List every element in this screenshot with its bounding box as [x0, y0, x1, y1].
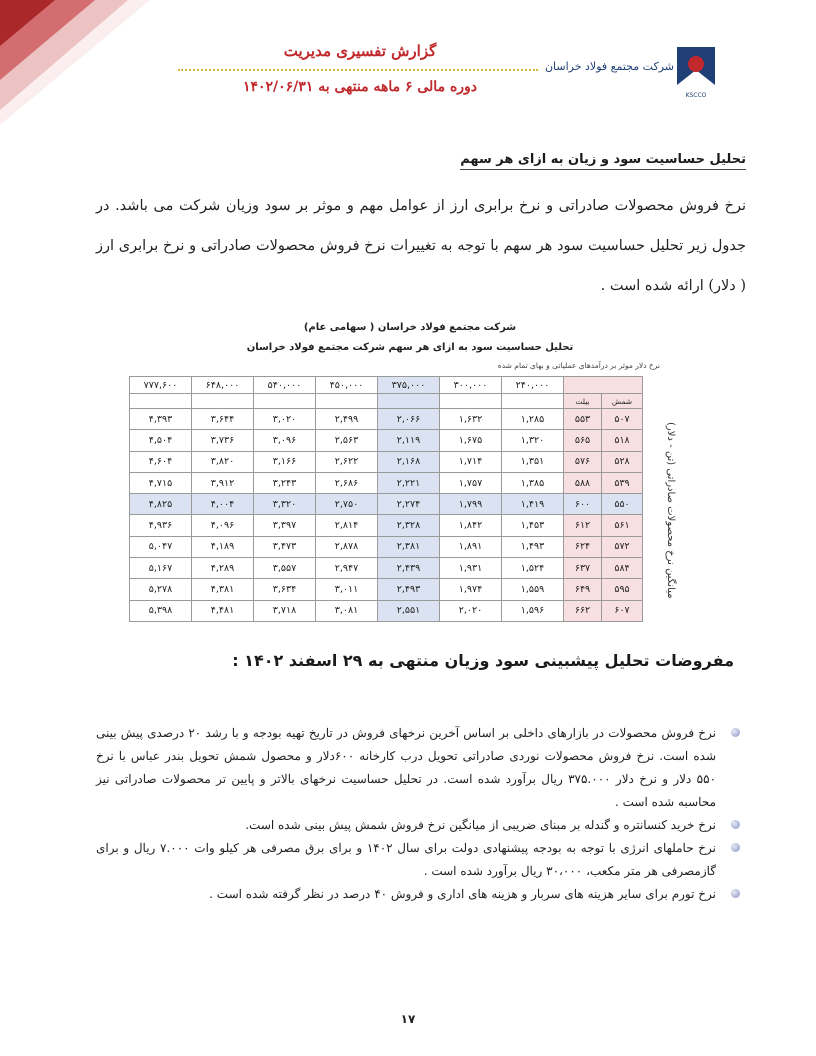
- corner-decoration: [0, 0, 150, 130]
- value-cell: ۲,۸۱۴: [316, 515, 378, 536]
- value-cell: ۱,۹۷۴: [440, 579, 502, 600]
- billet-price-cell: ۶۰۰: [564, 494, 602, 515]
- value-cell: ۱,۶۳۲: [440, 409, 502, 430]
- value-cell: ۲,۶۸۶: [316, 472, 378, 493]
- bullet-icon: [731, 843, 740, 852]
- shamsh-price-cell: ۵۰۷: [602, 409, 643, 430]
- shamsh-price-cell: ۵۷۲: [602, 536, 643, 557]
- value-cell: ۲,۴۹۹: [316, 409, 378, 430]
- value-cell: ۲,۰۶۶: [378, 409, 440, 430]
- billet-price-cell: ۵۶۵: [564, 430, 602, 451]
- column-header: ۶۴۸,۰۰۰: [192, 377, 254, 394]
- table-row: [130, 536, 643, 557]
- shamsh-price-cell: ۵۱۸: [602, 430, 643, 451]
- billet-price-cell: ۶۱۲: [564, 515, 602, 536]
- value-cell: ۴,۳۹۳: [130, 409, 192, 430]
- bullet-icon: [731, 820, 740, 829]
- value-cell: ۲,۵۵۱: [378, 600, 440, 621]
- table-row: [130, 430, 643, 451]
- value-cell: ۳,۷۳۶: [192, 430, 254, 451]
- value-cell: ۲,۹۴۷: [316, 558, 378, 579]
- value-cell: ۲,۴۳۹: [378, 558, 440, 579]
- value-cell: ۵,۰۴۷: [130, 536, 192, 557]
- shamsh-price-cell: ۵۲۸: [602, 451, 643, 472]
- value-cell: ۲,۲۲۱: [378, 472, 440, 493]
- value-cell: ۵,۲۷۸: [130, 579, 192, 600]
- value-cell: ۱,۷۵۷: [440, 472, 502, 493]
- value-cell: ۱,۷۱۴: [440, 451, 502, 472]
- value-cell: ۴,۰۰۴: [192, 494, 254, 515]
- column-header: ۷۷۷,۶۰۰: [130, 377, 192, 394]
- table-row: [130, 600, 643, 621]
- table-row: [130, 558, 643, 579]
- value-cell: ۱,۴۱۹: [502, 494, 564, 515]
- shamsh-price-cell: ۵۹۵: [602, 579, 643, 600]
- corner-cell: [564, 377, 643, 394]
- value-cell: ۲,۷۵۰: [316, 494, 378, 515]
- billet-price-cell: ۵۸۸: [564, 472, 602, 493]
- value-cell: ۱,۳۲۰: [502, 430, 564, 451]
- value-cell: ۴,۶۰۴: [130, 451, 192, 472]
- value-cell: ۳,۰۱۱: [316, 579, 378, 600]
- value-cell: ۴,۱۸۹: [192, 536, 254, 557]
- value-cell: ۱,۵۲۴: [502, 558, 564, 579]
- shamsh-price-cell: ۵۸۴: [602, 558, 643, 579]
- empty-cell: [254, 394, 316, 409]
- value-cell: ۳,۵۵۷: [254, 558, 316, 579]
- value-cell: ۳,۸۲۰: [192, 451, 254, 472]
- value-cell: ۱,۲۸۵: [502, 409, 564, 430]
- value-cell: ۱,۷۹۹: [440, 494, 502, 515]
- column-header: ۵۴۰,۰۰۰: [254, 377, 316, 394]
- billet-price-cell: ۶۴۹: [564, 579, 602, 600]
- value-cell: ۳,۳۲۰: [254, 494, 316, 515]
- intro-paragraph: نرخ فروش محصولات صادراتی و نرخ برابری ارز از عوامل مهم و موثر بر سود وزیان شرکت می باشد. در جدول زیر تحلیل حساسیت سود هر سهم با توجه به تغییرات نرخ فروش محصولات صادراتی و نرخ برابری ارز ( دلار) ارائه شده است .: [96, 198, 746, 294]
- billet-price-cell: ۶۶۲: [564, 600, 602, 621]
- report-title: گزارش تفسیری مدیریت: [283, 42, 437, 60]
- table-header-row: [130, 377, 643, 394]
- list-item: نرخ تورم برای سایر هزینه های سربار و هزینه های اداری و فروش ۴۰ درصد در نظر گرفته شده است .: [96, 883, 726, 906]
- shamsh-price-cell: ۵۳۹: [602, 472, 643, 493]
- value-cell: ۱,۸۹۱: [440, 536, 502, 557]
- table-subheader-row: [130, 394, 643, 409]
- value-cell: ۳,۷۱۸: [254, 600, 316, 621]
- value-cell: ۴,۲۸۹: [192, 558, 254, 579]
- value-cell: ۳,۱۶۶: [254, 451, 316, 472]
- value-cell: ۳,۹۱۲: [192, 472, 254, 493]
- value-cell: ۳,۴۷۳: [254, 536, 316, 557]
- table-row: [130, 494, 643, 515]
- column-header: ۴۵۰,۰۰۰: [316, 377, 378, 394]
- empty-cell: [378, 394, 440, 409]
- empty-cell: [130, 394, 192, 409]
- value-cell: ۳,۰۹۶: [254, 430, 316, 451]
- billet-price-cell: ۶۲۴: [564, 536, 602, 557]
- value-cell: ۱,۳۵۱: [502, 451, 564, 472]
- table-row: [130, 472, 643, 493]
- table-caption-title: تحلیل حساسیت سود به ازای هر سهم شرکت مجتمع فولاد خراسان: [246, 342, 574, 353]
- shamsh-header: شمش: [602, 394, 643, 409]
- empty-cell: [440, 394, 502, 409]
- value-cell: ۴,۷۱۵: [130, 472, 192, 493]
- value-cell: ۴,۴۸۱: [192, 600, 254, 621]
- value-cell: ۵,۱۶۷: [130, 558, 192, 579]
- value-cell: ۲,۳۲۸: [378, 515, 440, 536]
- value-cell: ۳,۰۲۰: [254, 409, 316, 430]
- value-cell: ۳,۶۳۴: [254, 579, 316, 600]
- company-logo-icon: [676, 46, 716, 92]
- value-cell: ۴,۹۳۶: [130, 515, 192, 536]
- column-header: ۳۷۵,۰۰۰: [378, 377, 440, 394]
- empty-cell: [502, 394, 564, 409]
- table-caption-company: شرکت مجتمع فولاد خراسان ( سهامی عام): [303, 322, 517, 333]
- billet-price-cell: ۵۵۳: [564, 409, 602, 430]
- value-cell: ۲,۳۸۱: [378, 536, 440, 557]
- column-header: ۳۰۰,۰۰۰: [440, 377, 502, 394]
- value-cell: ۴,۸۲۵: [130, 494, 192, 515]
- column-header: ۲۴۰,۰۰۰: [502, 377, 564, 394]
- value-cell: ۲,۵۶۳: [316, 430, 378, 451]
- table-row: [130, 451, 643, 472]
- logo-caption: KSCCO: [685, 92, 707, 99]
- shamsh-price-cell: ۵۵۰: [602, 494, 643, 515]
- value-cell: ۲,۱۱۹: [378, 430, 440, 451]
- billet-header: بیلت: [564, 394, 602, 409]
- billet-price-cell: ۵۷۶: [564, 451, 602, 472]
- value-cell: ۱,۸۴۲: [440, 515, 502, 536]
- value-cell: ۴,۳۸۱: [192, 579, 254, 600]
- value-cell: ۱,۴۵۳: [502, 515, 564, 536]
- page-number: ۱۷: [400, 1012, 416, 1026]
- value-cell: ۲,۶۲۲: [316, 451, 378, 472]
- value-cell: ۱,۴۹۳: [502, 536, 564, 557]
- value-cell: ۱,۵۹۶: [502, 600, 564, 621]
- value-cell: ۱,۹۳۱: [440, 558, 502, 579]
- value-cell: ۴,۰۹۶: [192, 515, 254, 536]
- value-cell: ۳,۰۸۱: [316, 600, 378, 621]
- table-row: [130, 409, 643, 430]
- billet-price-cell: ۶۳۷: [564, 558, 602, 579]
- assumptions-title: مفروضات تحلیل پیشبینی سود وزیان منتهی به ۲۹ اسفند ۱۴۰۲ :: [232, 651, 734, 670]
- shamsh-price-cell: ۶۰۷: [602, 600, 643, 621]
- sensitivity-table: [129, 376, 643, 622]
- company-name: شرکت مجتمع فولاد خراسان: [544, 60, 674, 73]
- table-caption-note: نرخ دلار موثر بر درآمدهای عملیاتی و بهای تمام شده: [497, 361, 660, 370]
- value-cell: ۲,۴۹۳: [378, 579, 440, 600]
- value-cell: ۳,۲۴۳: [254, 472, 316, 493]
- shamsh-price-cell: ۵۶۱: [602, 515, 643, 536]
- value-cell: ۴,۵۰۴: [130, 430, 192, 451]
- value-cell: ۱,۵۵۹: [502, 579, 564, 600]
- list-item: نرخ حاملهای انرژی با توجه به بودجه پیشنهادی دولت برای سال ۱۴۰۲ و برای برق مصرفی هر کیلو وات ۷.۰۰۰ ریال و برای گازمصرفی هر متر مکعب، ۳۰،۰۰۰ ریال برآورد شده است .: [96, 837, 726, 883]
- value-cell: ۲,۰۲۰: [440, 600, 502, 621]
- value-cell: ۱,۶۷۵: [440, 430, 502, 451]
- report-period: دوره مالی ۶ ماهه منتهی به ۱۴۰۲/۰۶/۳۱: [242, 79, 478, 95]
- side-axis-label: میانگین نرخ محصولات صادراتی (تن - دلار): [665, 421, 676, 599]
- bullet-icon: [731, 728, 740, 737]
- header-divider: [178, 69, 538, 71]
- value-cell: ۱,۳۸۵: [502, 472, 564, 493]
- value-cell: ۲,۸۷۸: [316, 536, 378, 557]
- list-item: نرخ خرید کنسانتره و گندله بر مبنای ضریبی از میانگین نرخ فروش شمش پیش بینی شده است.: [96, 814, 726, 837]
- value-cell: ۳,۶۴۴: [192, 409, 254, 430]
- table-row: [130, 515, 643, 536]
- value-cell: ۲,۲۷۴: [378, 494, 440, 515]
- value-cell: ۵,۳۹۸: [130, 600, 192, 621]
- value-cell: ۲,۱۶۸: [378, 451, 440, 472]
- empty-cell: [316, 394, 378, 409]
- bullet-icon: [731, 889, 740, 898]
- assumptions-list: [96, 722, 726, 906]
- value-cell: ۳,۳۹۷: [254, 515, 316, 536]
- list-item: نرخ فروش محصولات در بازارهای داخلی بر اساس آخرین نرخهای فروش در تاریخ تهیه بودجه و با رشد ۲۰ درصدی پیش بینی شده است. نرخ فروش محصولات نوردی صادراتی تحویل درب کارخانه ۶۰۰دلار و محصول شمش تحویل بندر عباس با نرخ ۵۵۰ دلار و نرخ دلار ۳۷۵.۰۰۰ ریال برآورد شده است. در تحلیل حساسیت نرخهای بالاتر و پایین تر محصولات صادراتی نیز محاسبه شده است .: [96, 722, 726, 814]
- section-title: تحلیل حساسیت سود و زیان به ازای هر سهم: [460, 152, 746, 170]
- table-row: [130, 579, 643, 600]
- empty-cell: [192, 394, 254, 409]
